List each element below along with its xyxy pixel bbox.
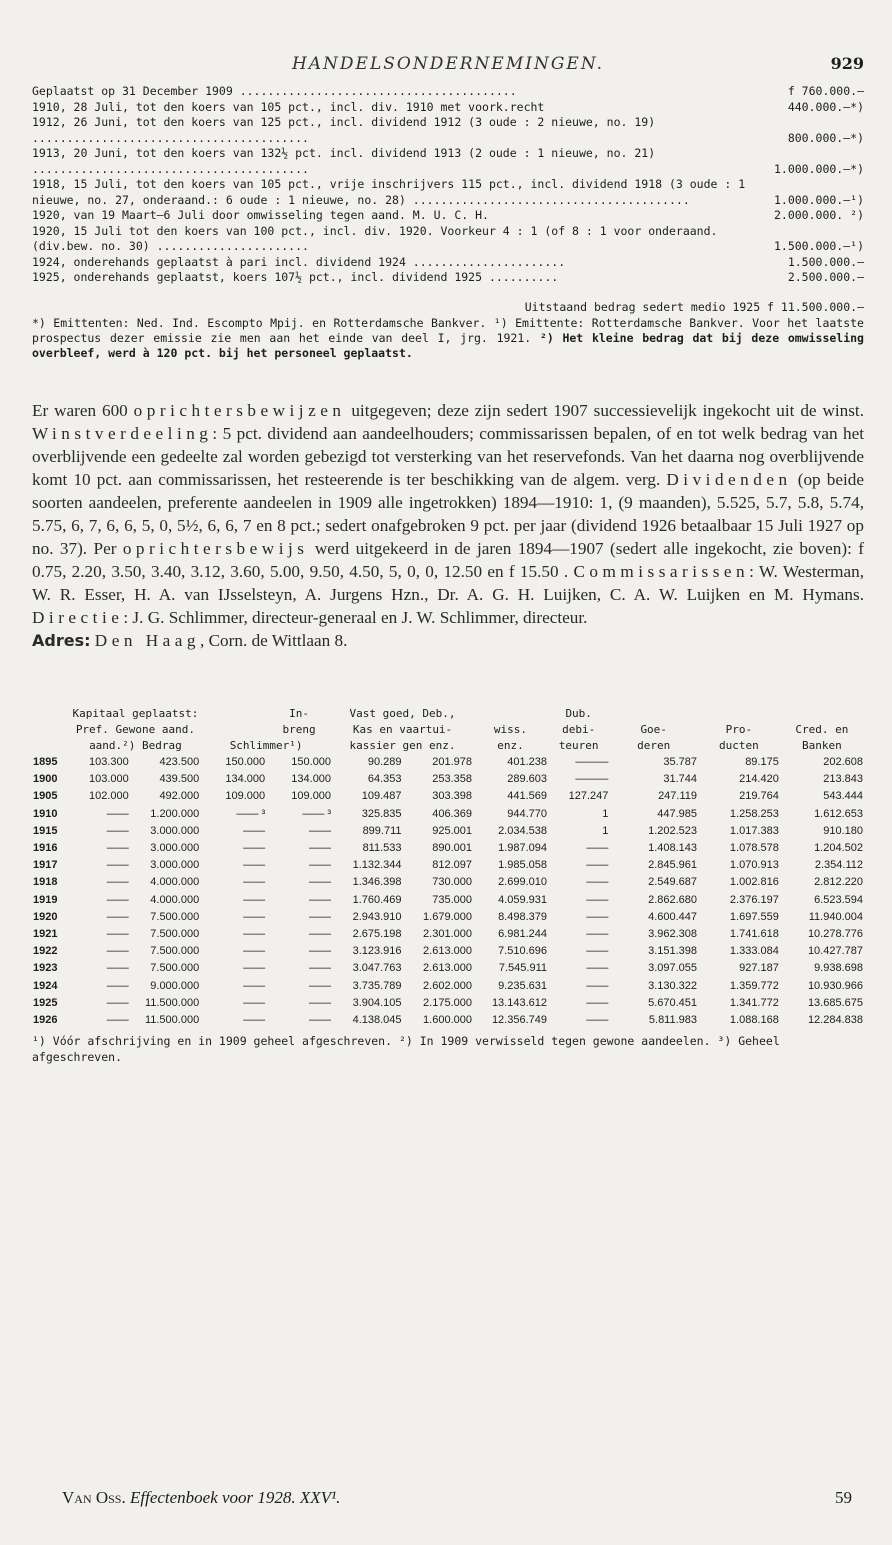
table-cell: —— <box>309 979 332 992</box>
table-cell: —— <box>586 859 609 872</box>
term-oprichtersbewijs: oprichtersbewijs <box>122 538 309 558</box>
emission-notes <box>32 316 864 361</box>
row-year: 1905 <box>33 790 58 803</box>
table-cell: 2.602.000 <box>423 979 472 992</box>
table-cell: 35.787 <box>663 756 698 769</box>
table-cell: 13.143.612 <box>491 996 547 1009</box>
table-cell: —— <box>243 859 266 872</box>
table-cell: —— <box>586 979 609 992</box>
table-cell: —— <box>586 893 609 906</box>
table-cell: 1.600.000 <box>423 1013 472 1026</box>
table-row <box>32 839 864 856</box>
table-cell: —— <box>586 996 609 1009</box>
table-cell: 2.699.010 <box>498 876 547 889</box>
table-cell: 3.047.763 <box>352 962 402 975</box>
table-cell: 109.000 <box>291 790 332 803</box>
table-cell: 2.675.198 <box>352 927 402 940</box>
term-oprichtersbewijzen: oprichtersbewijzen <box>133 400 346 420</box>
table-cell: ——— <box>575 773 609 786</box>
table-cell: 219.764 <box>739 790 779 803</box>
table-cell: 1.078.578 <box>729 842 779 855</box>
table-cell: 1.697.559 <box>729 910 779 923</box>
table-cell: —— ³ <box>302 807 332 820</box>
table-cell: 1.359.772 <box>729 979 779 992</box>
table-cell: 150.000 <box>225 756 266 769</box>
page-header <box>32 40 864 80</box>
table-row <box>32 788 864 805</box>
address-label: Adres: <box>32 630 91 650</box>
table-cell: —— <box>106 842 129 855</box>
table-cell: 103.000 <box>88 773 129 786</box>
table-cell: 11.500.000 <box>144 996 200 1009</box>
table-row <box>32 977 864 994</box>
row-year: 1924 <box>33 979 58 992</box>
table-cell: —— <box>309 842 332 855</box>
table-cell: —— <box>243 996 266 1009</box>
table-cell: 109.000 <box>225 790 266 803</box>
table-cell: 1.017.383 <box>729 824 779 837</box>
table-row <box>32 857 864 874</box>
table-cell: 3.000.000 <box>150 842 200 855</box>
table-cell: 1.679.000 <box>423 910 472 923</box>
table-cell: 6.523.594 <box>814 893 863 906</box>
table-cell: 492.000 <box>159 790 200 803</box>
table-cell: 1.985.058 <box>498 859 547 872</box>
table-cell: 1.741.618 <box>729 927 779 940</box>
table-cell: 11.940.004 <box>808 910 863 923</box>
table-cell: 735.000 <box>432 893 472 906</box>
table-cell: —— <box>243 910 266 923</box>
table-cell: 214.420 <box>739 773 779 786</box>
table-cell: 441.569 <box>507 790 547 803</box>
table-cell: 247.119 <box>658 790 698 803</box>
table-cell: 1.341.772 <box>729 996 779 1009</box>
table-cell: —— <box>309 859 332 872</box>
row-year: 1925 <box>33 996 58 1009</box>
table-row <box>32 960 864 977</box>
row-year: 1916 <box>33 842 58 855</box>
table-cell: 7.500.000 <box>150 945 200 958</box>
table-cell: 1.088.168 <box>729 1013 779 1026</box>
table-cell: 12.356.749 <box>491 1013 547 1026</box>
table-cell: 927.187 <box>739 962 779 975</box>
table-cell: —— <box>106 910 129 923</box>
financial-table <box>32 706 864 1029</box>
row-year: 1917 <box>33 859 58 872</box>
table-cell: 8.498.379 <box>498 910 547 923</box>
table-cell: 134.000 <box>291 773 332 786</box>
table-cell: 2.175.000 <box>423 996 472 1009</box>
emission-row: 1920, van 19 Maart—6 Juli door omwisseling tegen aand. M. U. C. H. 2.000.000. ²) <box>32 208 864 222</box>
table-cell: 1.258.253 <box>729 807 779 820</box>
table-cell: 2.812.220 <box>814 876 863 889</box>
table-row <box>32 822 864 839</box>
table-cell: 109.487 <box>361 790 402 803</box>
term-directie: Directie <box>32 607 124 627</box>
table-header-row: Kapitaal geplaatst: In- Vast goed, Deb., Dub. <box>72 707 592 720</box>
table-row <box>32 754 864 771</box>
table-cell: —— <box>106 927 129 940</box>
table-cell: 3.000.000 <box>150 859 200 872</box>
emission-row: 1913, 20 Juni, tot den koers van 132½ pct. incl. dividend 1913 (2 oude : 1 nieuwe, no. 21) ........................................ 1.000.000.—*) <box>32 146 864 176</box>
table-cell: 12.284.838 <box>807 1013 863 1026</box>
table-cell: —— <box>309 945 332 958</box>
table-cell: 811.533 <box>362 842 402 855</box>
table-cell: 127.247 <box>568 790 609 803</box>
emission-row: Geplaatst op 31 December 1909 ........................................ f 760.000.— <box>32 84 864 98</box>
table-cell: —— <box>106 876 129 889</box>
table-cell: 2.549.687 <box>648 876 698 889</box>
running-title: HANDELSONDERNEMINGEN. <box>291 54 605 74</box>
table-cell: —— <box>586 962 609 975</box>
table-cell: 7.500.000 <box>150 962 200 975</box>
page-number: 929 <box>830 54 864 73</box>
emission-row: 1912, 26 Juni, tot den koers van 125 pct., incl. dividend 1912 (3 oude : 2 nieuwe, no. 19) ........................................ 800.000.—*) <box>32 115 864 145</box>
table-row <box>32 805 864 822</box>
table-cell: 1.204.502 <box>814 842 863 855</box>
table-cell: 1.408.143 <box>648 842 698 855</box>
table-cell: —— <box>106 996 129 1009</box>
emission-row: 1924, onderehands geplaatst à pari incl. dividend 1924 ...................... 1.500.000.— <box>32 254 864 269</box>
table-cell: 3.123.916 <box>352 945 402 958</box>
table-cell: —— <box>309 910 332 923</box>
table-cell: 910.180 <box>823 824 863 837</box>
outstanding-total: Uitstaand bedrag sedert medio 1925 f 11.500.000.— <box>524 299 864 314</box>
table-row <box>32 943 864 960</box>
row-year: 1922 <box>33 945 58 958</box>
table-cell: 1.132.344 <box>352 859 402 872</box>
table-cell: 447.985 <box>657 807 698 820</box>
table-cell: —— <box>243 893 266 906</box>
table-body <box>32 754 864 1029</box>
table-cell: 13.685.675 <box>807 996 863 1009</box>
emission-row: 1910, 28 Juli, tot den koers van 105 pct., incl. div. 1910 met voork.recht 440.000.—*) <box>32 99 864 114</box>
table-cell: 730.000 <box>432 876 472 889</box>
table-cell: —— ³ <box>236 807 266 820</box>
emission-row: 1925, onderehands geplaatst, koers 107½ pct., incl. dividend 1925 .......... 2.500.000.— <box>32 270 864 284</box>
table-cell: 925.001 <box>432 824 472 837</box>
table-cell: 325.835 <box>361 807 402 820</box>
table-cell: —— <box>309 1013 332 1026</box>
table-cell: 3.097.055 <box>648 962 698 975</box>
address-street: , Corn. de Wittlaan 8. <box>200 630 348 650</box>
table-cell: —— <box>106 893 129 906</box>
table-cell: 289.603 <box>507 773 547 786</box>
table-cell: —— <box>586 927 609 940</box>
table-cell: 9.235.631 <box>498 979 547 992</box>
table-cell: 31.744 <box>663 773 698 786</box>
row-year: 1919 <box>33 893 58 906</box>
table-cell: 1.760.469 <box>352 893 402 906</box>
table-row <box>32 771 864 788</box>
table-cell: —— <box>586 842 609 855</box>
table-cell: 134.000 <box>225 773 266 786</box>
table-cell: 423.500 <box>159 756 200 769</box>
footer-page-number: 59 <box>835 1488 852 1507</box>
table-cell: —— <box>243 842 266 855</box>
table-cell: 1.200.000 <box>150 807 200 820</box>
table-cell: 10.930.966 <box>807 979 863 992</box>
table-cell: 150.000 <box>291 756 332 769</box>
table-cell: —— <box>309 996 332 1009</box>
table-cell: 1.202.523 <box>648 824 698 837</box>
table-cell: —— <box>586 910 609 923</box>
table-cell: 401.238 <box>507 756 547 769</box>
term-winstverdeeling: Winstverdeeling <box>32 423 213 443</box>
row-year: 1900 <box>33 773 58 786</box>
table-cell: 5.670.451 <box>648 996 698 1009</box>
table-cell: 10.278.776 <box>807 927 863 940</box>
note-omwisseling: ²) Het kleine bedrag dat bij deze omwisseling overbleef, werd à 120 pct. bij het personeel geplaatst. <box>32 330 864 360</box>
table-cell: 202.608 <box>823 756 863 769</box>
table-cell: 11.500.000 <box>144 1013 200 1026</box>
table-cell: 4.600.447 <box>648 910 698 923</box>
row-year: 1921 <box>33 927 58 940</box>
table-cell: 6.981.244 <box>498 927 547 940</box>
table-cell: 1.612.653 <box>814 807 863 820</box>
table-cell: —— <box>309 876 332 889</box>
table-cell: 9.938.698 <box>814 962 863 975</box>
table-cell: —— <box>586 876 609 889</box>
table-cell: —— <box>243 945 266 958</box>
table-row <box>32 925 864 942</box>
table-cell: 1.002.816 <box>729 876 779 889</box>
table-cell: —— <box>243 824 266 837</box>
row-year: 1915 <box>33 824 58 837</box>
table-cell: 2.376.197 <box>729 893 779 906</box>
page <box>32 40 864 1065</box>
emission-row: 1920, 15 Juli tot den koers van 100 pct., incl. div. 1920. Voorkeur 4 : 1 (of 8 : 1 voor onderaand. (div.bew. no. 30) ...................... 1.500.000.—¹) <box>32 223 864 253</box>
table-cell: 4.138.045 <box>352 1013 402 1026</box>
table-cell: 213.843 <box>823 773 863 786</box>
table-cell: —— <box>106 859 129 872</box>
table-cell: 1 <box>602 807 609 820</box>
table-cell: 899.711 <box>362 824 402 837</box>
table-cell: —— <box>106 807 129 820</box>
table-cell: —— <box>106 962 129 975</box>
table-footnote: ¹) Vóór afschrijving en in 1909 geheel afgeschreven. ²) In 1909 verwisseld tegen gewone aandeelen. ³) Geheel afgeschreven. <box>32 1033 780 1064</box>
emission-list <box>32 84 864 286</box>
table-cell: 102.000 <box>88 790 129 803</box>
table-cell: 253.358 <box>432 773 472 786</box>
table-cell: —— <box>309 962 332 975</box>
table-cell: 2.613.000 <box>423 962 472 975</box>
row-year: 1895 <box>33 756 58 769</box>
table-cell: 890.001 <box>432 842 472 855</box>
table-cell: 1 <box>602 824 609 837</box>
table-cell: —— <box>309 927 332 940</box>
table-cell: 7.500.000 <box>150 910 200 923</box>
table-cell: 1.346.398 <box>352 876 402 889</box>
table-cell: 439.500 <box>159 773 200 786</box>
table-row <box>32 874 864 891</box>
table-row <box>32 1011 864 1028</box>
table-row <box>32 891 864 908</box>
row-year: 1923 <box>33 962 58 975</box>
table-cell: —— <box>243 927 266 940</box>
table-cell: 303.398 <box>432 790 472 803</box>
table-cell: 89.175 <box>745 756 779 769</box>
table-row <box>32 994 864 1011</box>
table-cell: 2.613.000 <box>423 945 472 958</box>
table-header-row: aand.²) Bedrag Schlimmer¹) kassier gen enz. enz. teuren deren ducten Banken <box>89 739 842 752</box>
table-cell: 2.034.538 <box>498 824 547 837</box>
table-cell: —— <box>243 1013 266 1026</box>
table-cell: 201.978 <box>432 756 472 769</box>
table-header-row: Pref. Gewone aand. breng Kas en vaartui- wiss. debi- Goe- Pro- Cred. en <box>75 723 849 736</box>
table-cell: —— <box>586 1013 609 1026</box>
table-cell: 4.059.931 <box>498 893 547 906</box>
table-cell: 944.770 <box>507 807 547 820</box>
table-cell: 4.000.000 <box>150 893 200 906</box>
table-cell: 5.811.983 <box>648 1013 698 1026</box>
address-city: Den Haag <box>94 630 200 650</box>
table-cell: 103.300 <box>88 756 129 769</box>
table-cell: 2.862.680 <box>648 893 698 906</box>
table-cell: —— <box>106 1013 129 1026</box>
table-cell: 406.369 <box>432 807 472 820</box>
table-cell: 7.500.000 <box>150 927 200 940</box>
table-cell: 3.962.308 <box>648 927 698 940</box>
table-row <box>32 908 864 925</box>
table-cell: 3.151.398 <box>648 945 698 958</box>
table-cell: 1.987.094 <box>498 842 547 855</box>
table-cell: —— <box>106 979 129 992</box>
table-cell: 10.427.787 <box>807 945 863 958</box>
table-cell: 7.545.911 <box>498 962 547 975</box>
table-cell: 1.070.913 <box>729 859 779 872</box>
note-emittenten: *) Emittenten: Ned. Ind. Escompto Mpij. en Rotterdamsche Bankver. ¹) Emittente: Rotterdamsche Bankver. Voor het laatste prospectus dezer emissie zie men aan het einde van deel I, jrg. 1921. <box>32 315 864 345</box>
table-cell: 3.000.000 <box>150 824 200 837</box>
table-cell: —— <box>243 962 266 975</box>
table-cell: 7.510.696 <box>498 945 547 958</box>
row-year: 1918 <box>33 876 58 889</box>
table-cell: 543.444 <box>823 790 863 803</box>
table-cell: 3.130.322 <box>648 979 698 992</box>
table-cell: 2.354.112 <box>814 859 863 872</box>
table-cell: 3.904.105 <box>352 996 402 1009</box>
term-commissarissen: Commissarissen <box>573 561 750 581</box>
table-cell: 90.289 <box>367 756 402 769</box>
table-cell: —— <box>586 945 609 958</box>
row-year: 1910 <box>33 807 58 820</box>
table-cell: —— <box>106 945 129 958</box>
table-cell: —— <box>106 824 129 837</box>
emission-row: 1918, 15 Juli, tot den koers van 105 pct., vrije inschrijvers 115 pct., incl. dividend 1918 (3 oude : 1 nieuwe, no. 27, onderaand.: 6 oude : 1 nieuwe, no. 28) ........................................ 1.000.000.—¹) <box>32 177 864 207</box>
table-cell: 1.333.084 <box>729 945 779 958</box>
footer-source: Van Oss. Effectenboek voor 1928. XXV¹. <box>62 1488 341 1507</box>
table-cell: 4.000.000 <box>150 876 200 889</box>
table-cell: 2.943.910 <box>352 910 402 923</box>
table-cell: 9.000.000 <box>150 979 200 992</box>
company-description: Er waren 600 oprichtersbewijzen uitgegeven; deze zijn sedert 1907 successievelijk ingekocht uit de winst. Winstverdeeling: 5 pct. dividend aan aandeelhouders; commissarissen bepalen, of en tot welk bedrag van het overblijvende een gedeelte zal worden gebezigd tot versterking van het reservefonds. Van het daarna nog overblijvende komt 10 pct. aan commissarissen, het resteerende is ter beschikking van de algem. verg. Dividenden (op beide soorten aandeelen, preferente aandeelen in 1909 alle ingetrokken) 1894—1910: 1, (9 maanden), 5.525, 5.7, 5.8, 5.74, 5.75, 6, 7, 6, 6, 5, 0, 5½, 6, 6, 7 en 8 pct.; sedert onafgebroken 9 pct. per jaar (dividend 1926 betaalbaar 15 Juli 1927 op no. 37). Per oprichtersbewijs werd uitgekeerd in de jaren 1894—1907 (sedert alle ingekocht, zie boven): f 0.75, 2.20, 3.50, 3.40, 3.12, 3.60, 5.00, 9.50, 4.50, 5, 0, 0, 12.50 en f 15.50 . Commissarissen: W. Westerman, W. R. Esser, H. A. van IJsselsteyn, A. Jurgens Hzn., Dr. A. G. H. Luijken, C. A. W. Luijken en M. Hymans. Directie: J. G. Schlimmer, directeur-generaal en J. W. Schlimmer, directeur. Adres: Den Haag, Corn. de Wittlaan 8. <box>32 400 864 650</box>
table-cell: 812.097 <box>432 859 472 872</box>
table-cell: —— <box>309 893 332 906</box>
table-cell: —— <box>243 979 266 992</box>
table-cell: ——— <box>575 756 609 769</box>
table-cell: 3.735.789 <box>352 979 402 992</box>
table-cell: —— <box>243 876 266 889</box>
row-year: 1920 <box>33 910 58 923</box>
term-dividenden: Dividenden <box>666 469 792 489</box>
table-cell: —— <box>309 824 332 837</box>
table-cell: 64.353 <box>367 773 402 786</box>
table-cell: 2.301.000 <box>423 927 472 940</box>
table-cell: 2.845.961 <box>648 859 698 872</box>
row-year: 1926 <box>33 1013 58 1026</box>
